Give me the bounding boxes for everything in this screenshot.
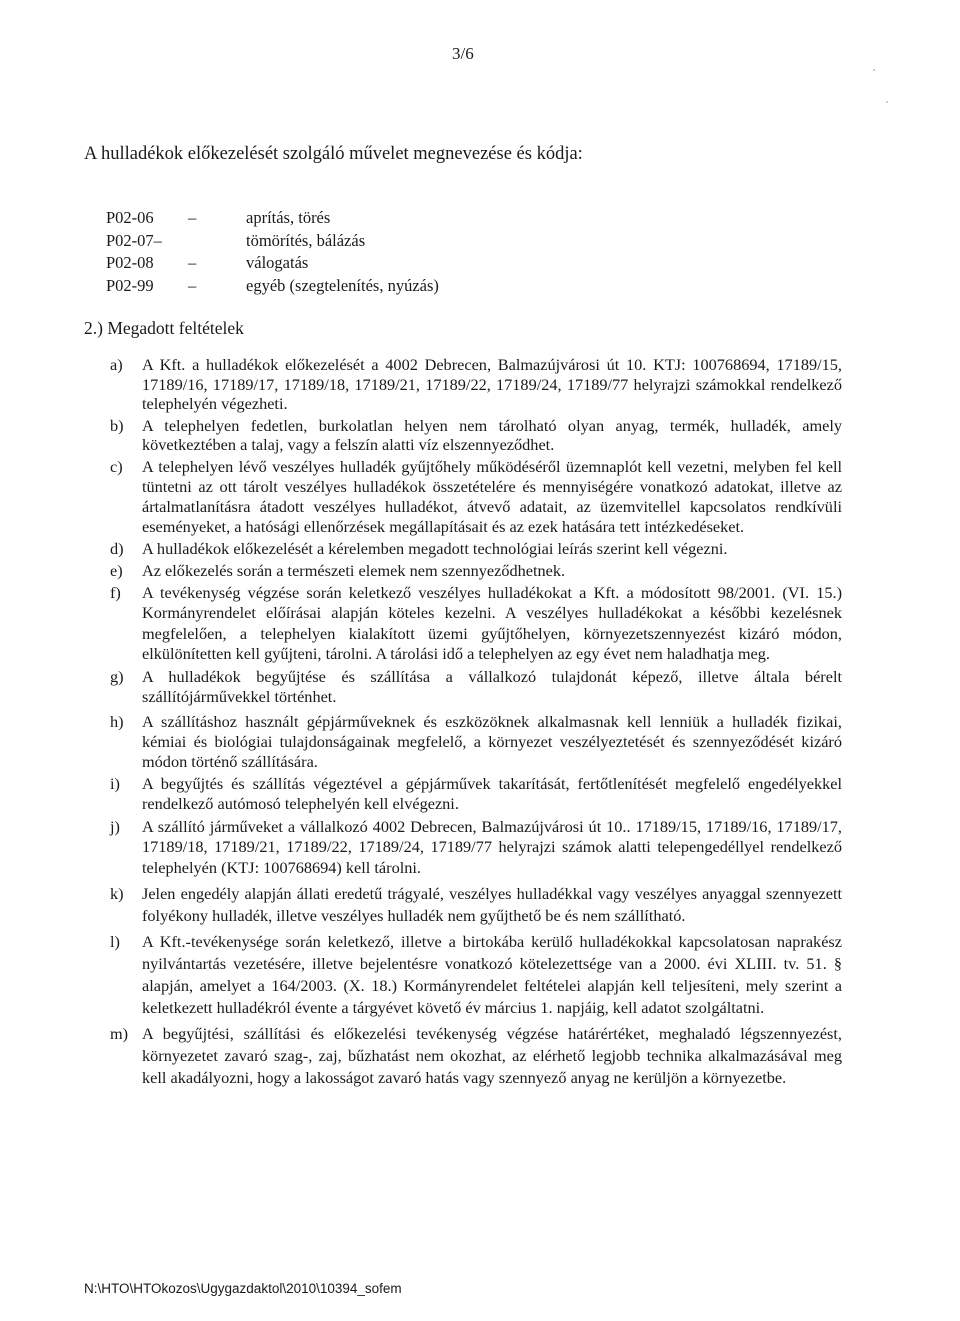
condition-label: l): [110, 931, 120, 951]
operation-code: P02-99: [106, 275, 154, 295]
margin-mark: ˙: [872, 66, 876, 80]
operation-code: P02-06: [106, 208, 154, 227]
operation-description: aprítás, törés: [246, 208, 331, 227]
condition-text: A telephelyen fedetlen, burkolatlan helyen nem tárolható olyan anyag, termék, hulladék, amely következtében a talaj, vagy a felszín alatti víz elszennyeződhet.: [142, 415, 842, 454]
condition-text: A szállításhoz használt gépjárműveknek és eszközöknek alkalmasnak kell lenniük a hulladék fizikai, kémiai és biológiai tulajdonságainak megfelelő, a környezet veszélyeztetését és szennyeződését kizáró módon történő szállítására.: [142, 711, 842, 771]
condition-text: Jelen engedély alapján állati eredetű trágyalé, veszélyes hulladékkal vagy veszélyes anyaggal szennyezett folyékony hulladék, illetve veszélyes hulladék nem gyűjthető be és nem szállítható.: [142, 883, 842, 925]
condition-label: h): [110, 711, 124, 731]
condition-label: m): [110, 1023, 129, 1043]
condition-item: [110, 457, 842, 537]
conditions-list: [110, 355, 842, 1089]
margin-mark: ˙: [885, 98, 889, 112]
condition-item: [110, 667, 842, 708]
condition-text: A Kft.-tevékenysége során keletkező, illetve a birtokába kerülő hulladékokkal kapcsolatosan naprakész nyilvántartás vezetésére, illetve bejelentésre vonatkozó kötelezettsége van a 2000. évi XLIII. tv. 51. § alapján, amelyet a 164/2003. (X. 18.) Kormányrendelet feltételei alapján kell teljesíteni, mely szerint a keletkezett hulladékról évente a tárgyévet követő év március 1. napjáig, kell adatot szolgáltatni.: [142, 931, 842, 1017]
condition-label: d): [110, 538, 124, 558]
operations-list: [106, 207, 439, 297]
condition-text: A begyűjtési, szállítási és előkezelési tevékenység végzése határértéket, meghaladó légszennyezést, környezetet zavaró szag-, zaj, bűzhatást nem okozhat, az elérhető legjobb technika alkalmazásával meg kell akadályozni, hogy a lakosságot zavaró hatás vagy szennyező anyag ne kerüljön a környezetbe.: [142, 1023, 842, 1087]
condition-label: g): [110, 666, 124, 686]
page-number: 3/6: [452, 44, 474, 63]
operation-dash: [188, 230, 246, 253]
condition-text: A szállító járműveket a vállalkozó 4002 Debrecen, Balmazújvárosi út 10.. 17189/15, 17189/16, 17189/17, 17189/18, 17189/21, 17189/22, 17189/24, 17189/77 helyrajzi számok alatti telepengedéllyel rendelkező telephelyén (KTJ: 100768694) kell tárolni.: [142, 816, 842, 878]
operation-row: [106, 207, 439, 230]
section-title: 2.) Megadott feltételek: [84, 318, 244, 338]
condition-label: j): [110, 816, 120, 836]
condition-text: A tevékenység végzése során keletkező veszélyes hulladékokat a Kft. a módosított 98/2001. (VI. 15.) Kormányrendelet előírásai alapján köteles kezelni. A veszélyes hulladékokat a későbbi kezelésnek megfelelően, a telephelyen kialakított üzemi gyűjtőhelyen, környezetszennyezést kizáró módon, elkülönítetten kell gyűjteni, tárolni. A tárolási idő a telephelyen az egy évet nem haladhatja meg.: [142, 582, 842, 663]
condition-item: [110, 416, 842, 455]
condition-item: [110, 817, 842, 879]
condition-text: A begyűjtés és szállítás végeztével a gépjárművek takarítását, fertőtlenítését megfelelő engedélyekkel rendelkező autómosó telephelyén kell elvégezni.: [142, 774, 842, 814]
operation-description: válogatás: [246, 253, 309, 272]
condition-text: A telephelyen lévő veszélyes hulladék gyűjtőhely működéséről üzemnaplót kell vezetni, melyben fel kell tüntetni az ott tárolt veszélyes hulladékok összetételére és mennyiségére vonatkozó adatokat, illetve az ártalmatlanításra átadott veszélyes hulladékot, átvevő adatait, az üzemvitellel kapcsolatos rendkívüli eseményeket, a hatósági ellenőrzések megállapításait és az ezek hatására tett intézkedéseket.: [142, 456, 842, 536]
condition-item: [110, 931, 842, 1019]
condition-label: a): [110, 355, 123, 374]
operation-row: [106, 252, 439, 275]
condition-item: [110, 883, 842, 927]
footer-file-path: N:\HTO\HTOkozos\Ugygazdaktol\2010\10394_sofem: [84, 1281, 402, 1296]
condition-item: [110, 561, 842, 581]
operation-row: [106, 275, 439, 298]
condition-label: c): [110, 456, 123, 476]
condition-text: A hulladékok begyűjtése és szállítása a vállalkozó tulajdonát képező, illetve általa bérelt szállítójárművekkel történhet.: [142, 666, 842, 706]
operation-code: P02-07–: [106, 230, 162, 250]
condition-text: A hulladékok előkezelését a kérelemben megadott technológiai leírás szerint kell végezni.: [142, 538, 728, 558]
operation-dash: –: [188, 208, 197, 227]
condition-item: [110, 712, 842, 773]
condition-label: f): [110, 582, 121, 602]
condition-item: [110, 355, 842, 414]
operation-dash: –: [188, 275, 197, 295]
condition-label: i): [110, 774, 120, 794]
condition-text: Az előkezelés során a természeti elemek nem szennyeződhetnek.: [142, 560, 566, 580]
condition-text: A Kft. a hulladékok előkezelését a 4002 Debrecen, Balmazújvárosi út 10. KTJ: 100768694, 17189/15, 17189/16, 17189/17, 17189/18, 17189/21, 17189/22, 17189/24, 17189/77 helyrajzi számokkal rendelkező telephelyén végezheti.: [142, 355, 842, 413]
condition-item: [110, 774, 842, 814]
condition-item: [110, 539, 842, 559]
operation-code: P02-08: [106, 253, 154, 272]
condition-label: e): [110, 560, 123, 580]
condition-item: [110, 583, 842, 665]
condition-item: [110, 1023, 842, 1090]
operation-description: tömörítés, bálázás: [246, 230, 366, 250]
condition-label: b): [110, 415, 124, 435]
operation-dash: –: [188, 253, 197, 272]
operations-heading: A hulladékok előkezelését szolgáló művelet megnevezése és kódja:: [84, 144, 583, 164]
operation-description: egyéb (szegtelenítés, nyúzás): [246, 275, 439, 295]
operation-row: [106, 230, 439, 253]
condition-label: k): [110, 883, 124, 903]
